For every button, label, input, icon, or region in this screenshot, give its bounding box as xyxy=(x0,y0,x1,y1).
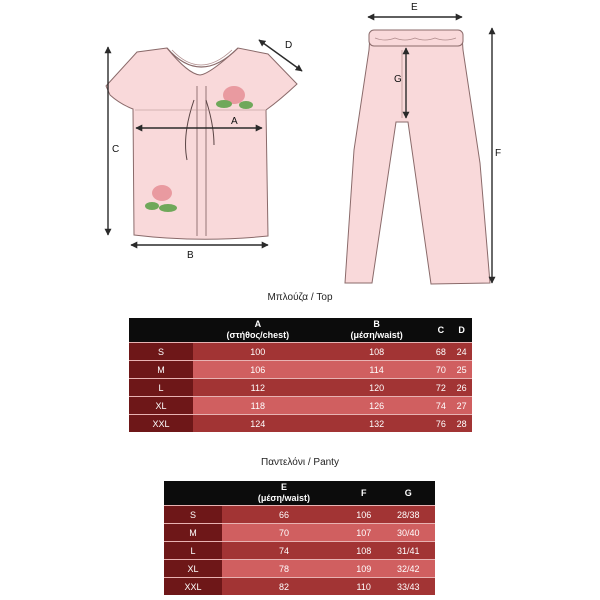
size-label: S xyxy=(164,506,222,524)
length-value: 107 xyxy=(346,524,382,542)
table-row xyxy=(164,506,435,524)
size-label: XXL xyxy=(164,578,222,596)
waist-value: 70 xyxy=(222,524,346,542)
pants-header-g: G xyxy=(382,481,435,506)
length-value: 68 xyxy=(431,343,452,361)
pants-header-e: E (μέση/waist) xyxy=(222,481,346,506)
chest-value: 118 xyxy=(193,397,323,415)
size-label: M xyxy=(164,524,222,542)
table-row xyxy=(129,379,472,397)
rise-value: 31/41 xyxy=(382,542,435,560)
dimension-d-label: D xyxy=(285,40,293,51)
waist-value: 108 xyxy=(323,343,431,361)
rise-value: 32/42 xyxy=(382,560,435,578)
size-label: L xyxy=(129,379,193,397)
pants-table-header-row xyxy=(164,481,435,506)
top-table-corner xyxy=(129,318,193,343)
table-row xyxy=(129,343,472,361)
dimension-e-label: E xyxy=(411,2,418,13)
length-value: 70 xyxy=(431,361,452,379)
table-row xyxy=(164,560,435,578)
sleeve-value: 24 xyxy=(451,343,472,361)
top-size-table xyxy=(129,318,472,432)
chest-value: 106 xyxy=(193,361,323,379)
waist-value: 78 xyxy=(222,560,346,578)
top-table-header-row xyxy=(129,318,472,343)
dimension-f-label: F xyxy=(495,148,502,159)
rise-value: 30/40 xyxy=(382,524,435,542)
dimension-b xyxy=(131,245,268,261)
waist-value: 66 xyxy=(222,506,346,524)
waist-value: 126 xyxy=(323,397,431,415)
length-value: 74 xyxy=(431,397,452,415)
dimension-a-label: A xyxy=(231,116,238,127)
size-label: XXL xyxy=(129,415,193,433)
table-row xyxy=(164,578,435,596)
sleeve-value: 27 xyxy=(451,397,472,415)
rise-value: 28/38 xyxy=(382,506,435,524)
dimension-c-label: C xyxy=(112,144,120,155)
top-shirt-illustration xyxy=(106,48,297,239)
length-value: 72 xyxy=(431,379,452,397)
waist-value: 114 xyxy=(323,361,431,379)
chest-value: 100 xyxy=(193,343,323,361)
pants-header-f: F xyxy=(346,481,382,506)
top-header-d: D xyxy=(451,318,472,343)
sleeve-value: 25 xyxy=(451,361,472,379)
table-row xyxy=(129,397,472,415)
size-label: S xyxy=(129,343,193,361)
size-label: M xyxy=(129,361,193,379)
pants-size-table xyxy=(164,481,435,595)
chest-value: 124 xyxy=(193,415,323,433)
length-value: 110 xyxy=(346,578,382,596)
length-value: 106 xyxy=(346,506,382,524)
waist-value: 132 xyxy=(323,415,431,433)
size-label: XL xyxy=(164,560,222,578)
pants-table-caption: Παντελόνι / Panty xyxy=(261,457,339,468)
top-table-caption: Μπλούζα / Top xyxy=(267,292,333,303)
length-value: 109 xyxy=(346,560,382,578)
size-label: L xyxy=(164,542,222,560)
sleeve-value: 28 xyxy=(451,415,472,433)
dimension-f xyxy=(492,28,501,283)
top-header-a: A (στήθος/chest) xyxy=(193,318,323,343)
dimension-b-label: B xyxy=(187,250,194,261)
pants-table-corner xyxy=(164,481,222,506)
waist-value: 82 xyxy=(222,578,346,596)
dimension-g-label: G xyxy=(394,74,402,85)
length-value: 76 xyxy=(431,415,452,433)
table-row xyxy=(129,415,472,433)
top-header-b: B (μέση/waist) xyxy=(323,318,431,343)
chest-value: 112 xyxy=(193,379,323,397)
waist-value: 74 xyxy=(222,542,346,560)
top-header-c: C xyxy=(431,318,452,343)
length-value: 108 xyxy=(346,542,382,560)
waist-value: 120 xyxy=(323,379,431,397)
size-label: XL xyxy=(129,397,193,415)
rise-value: 33/43 xyxy=(382,578,435,596)
table-row xyxy=(164,524,435,542)
dimension-e xyxy=(368,2,462,17)
sleeve-value: 26 xyxy=(451,379,472,397)
table-row xyxy=(164,542,435,560)
table-row xyxy=(129,361,472,379)
pants-illustration xyxy=(345,30,490,284)
